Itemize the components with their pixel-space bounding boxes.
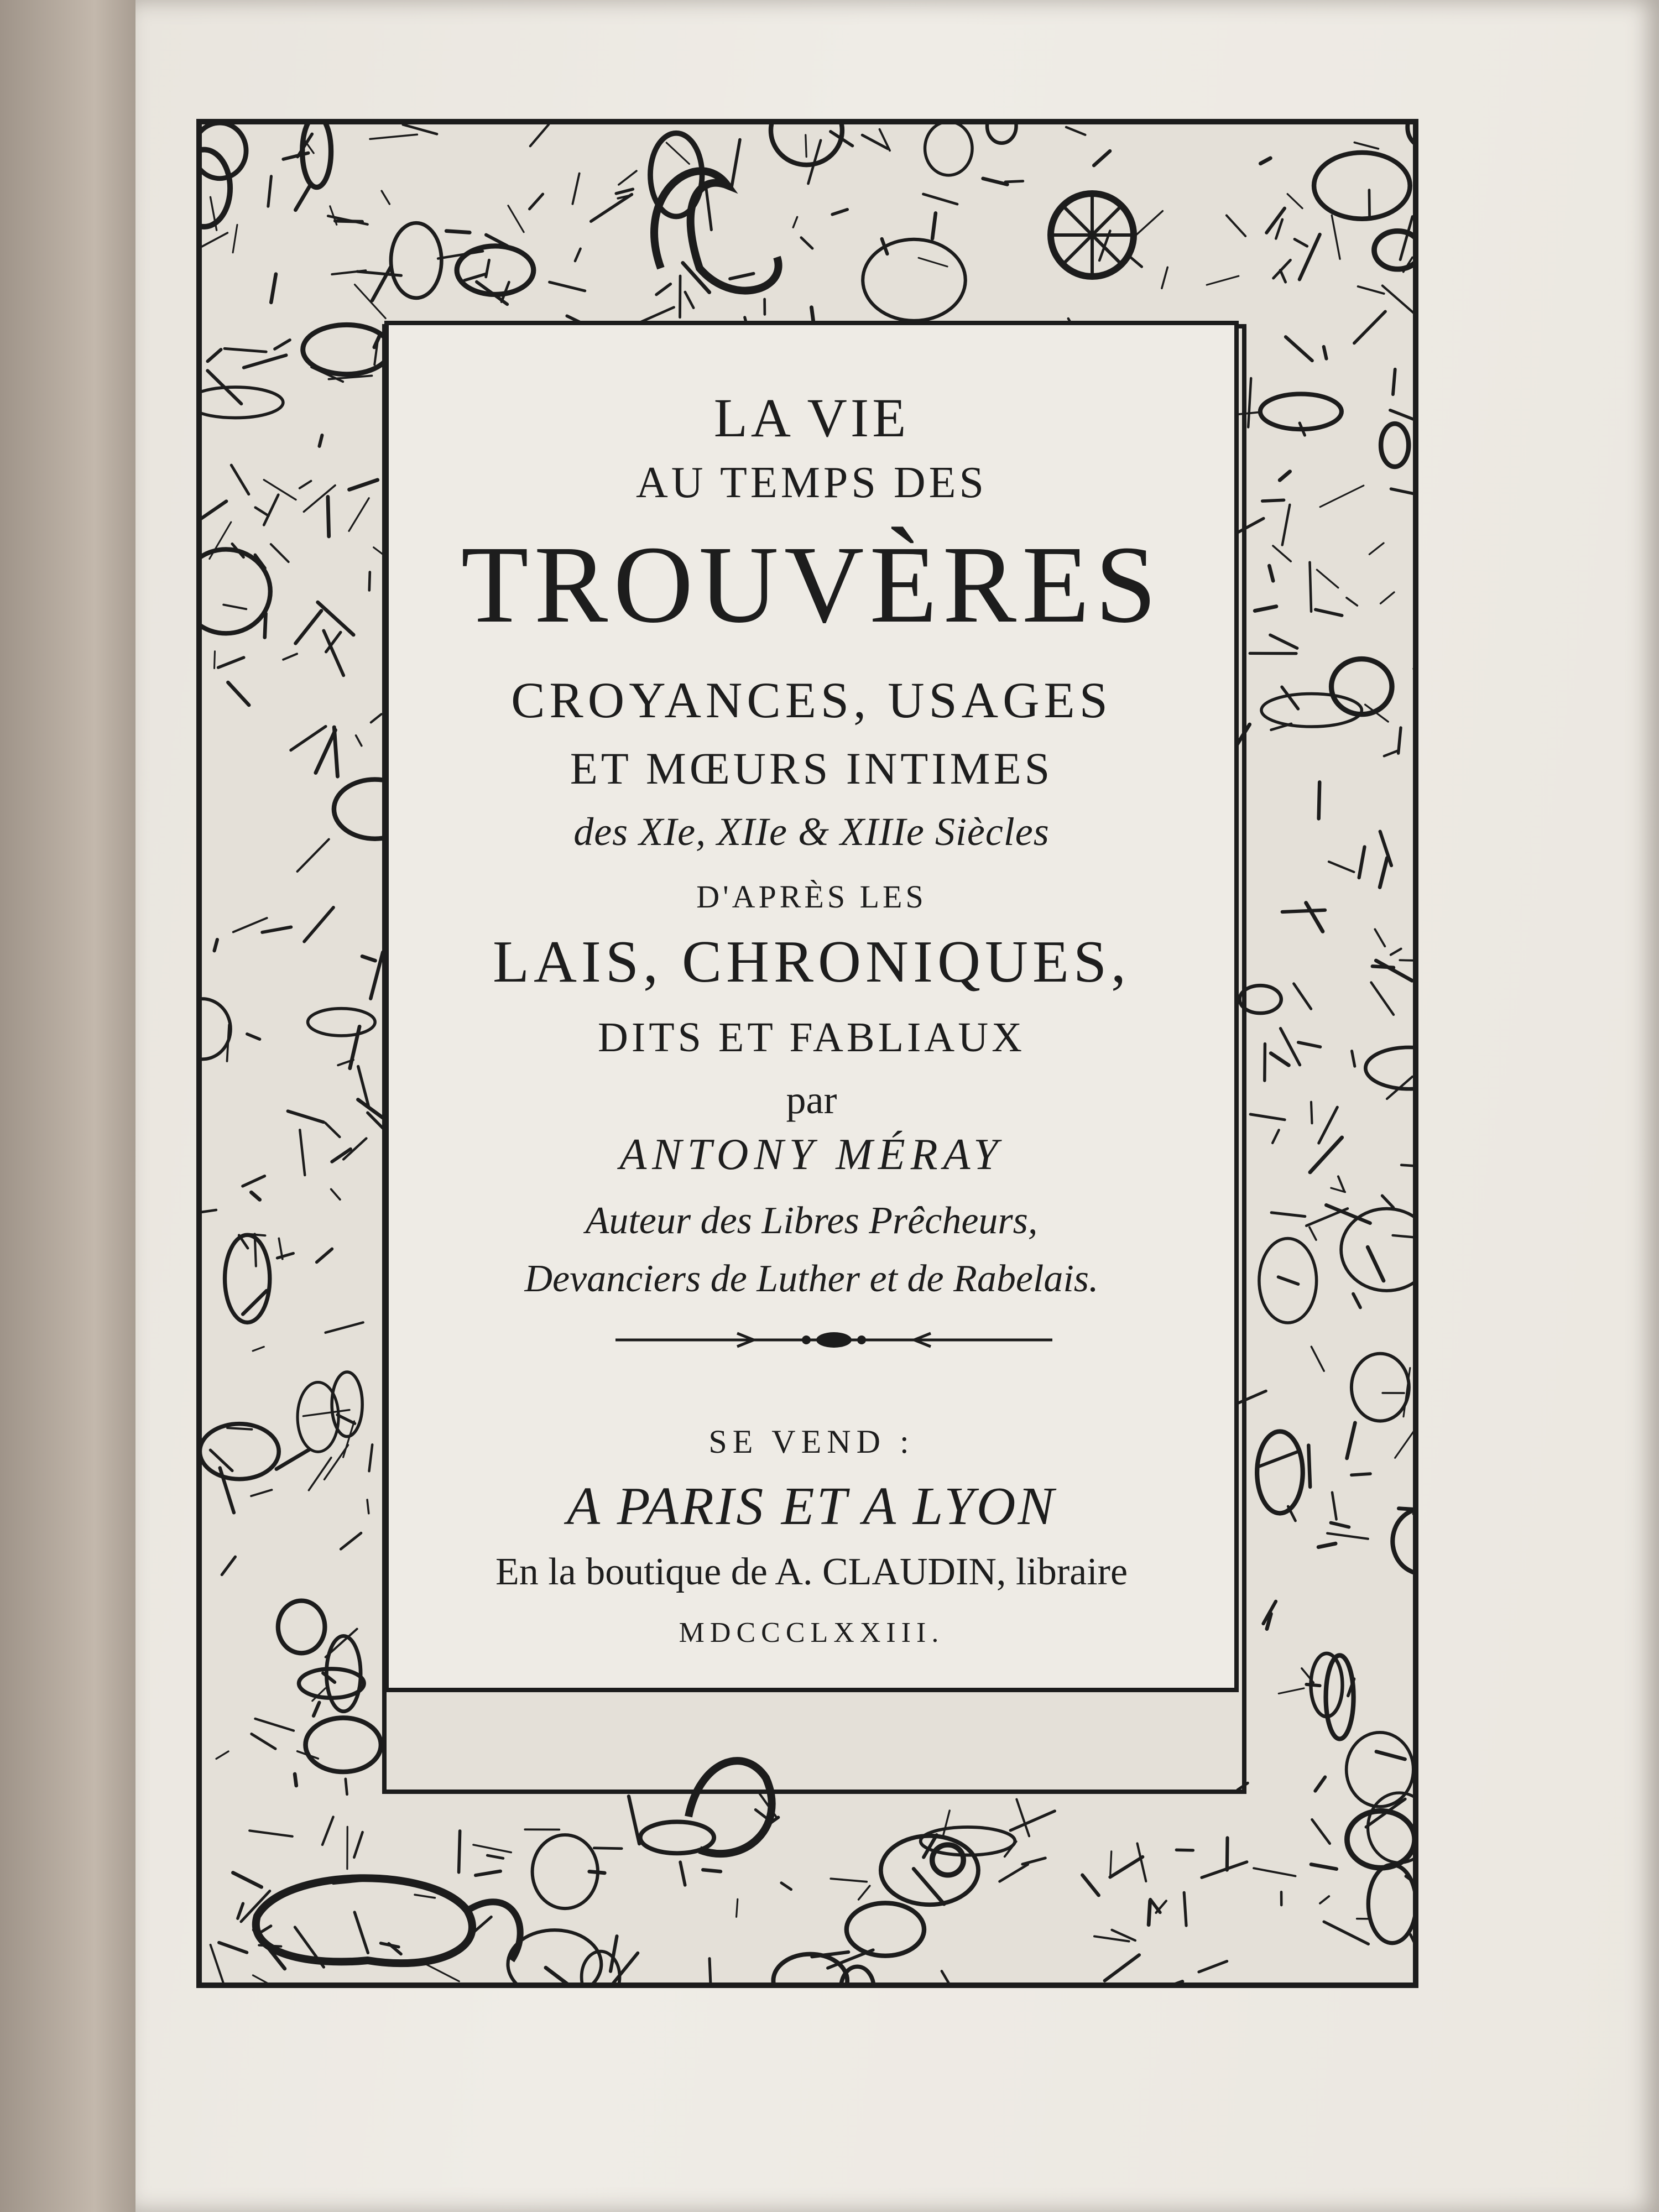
subtitle-lais-chroniques: LAIS, CHRONIQUES, — [492, 929, 1131, 995]
main-title: TROUVÈRES — [461, 524, 1162, 646]
author-name: ANTONY MÉRAY — [619, 1130, 1004, 1179]
title-line-la-vie: LA VIE — [713, 387, 910, 448]
publisher-line: En la boutique de A. CLAUDIN, libraire — [495, 1551, 1128, 1593]
subtitle-croyances: CROYANCES, USAGES — [511, 672, 1112, 728]
title-panel — [384, 321, 1239, 1692]
subtitle-d-apres: D'APRÈS LES — [696, 879, 927, 915]
sale-place: A PARIS ET A LYON — [567, 1477, 1056, 1536]
author-note-1: Auteur des Libres Prêcheurs, — [585, 1199, 1038, 1242]
sale-label: SE VEND : — [708, 1423, 915, 1460]
subtitle-siecles: des XIe, XIIe & XIIIe Siècles — [573, 810, 1050, 854]
title-line-au-temps-des: AU TEMPS DES — [635, 458, 988, 507]
subtitle-moeurs: ET MŒURS INTIMES — [570, 743, 1053, 794]
author-note-2: Devanciers de Luther et de Rabelais. — [524, 1258, 1099, 1300]
book-spine-edge — [0, 0, 135, 2212]
ornamental-divider — [615, 1329, 1052, 1351]
by-label: par — [786, 1078, 837, 1122]
publication-date: MDCCCLXXIII. — [679, 1617, 945, 1648]
subtitle-dits-fabliaux: DITS ET FABLIAUX — [598, 1014, 1025, 1061]
